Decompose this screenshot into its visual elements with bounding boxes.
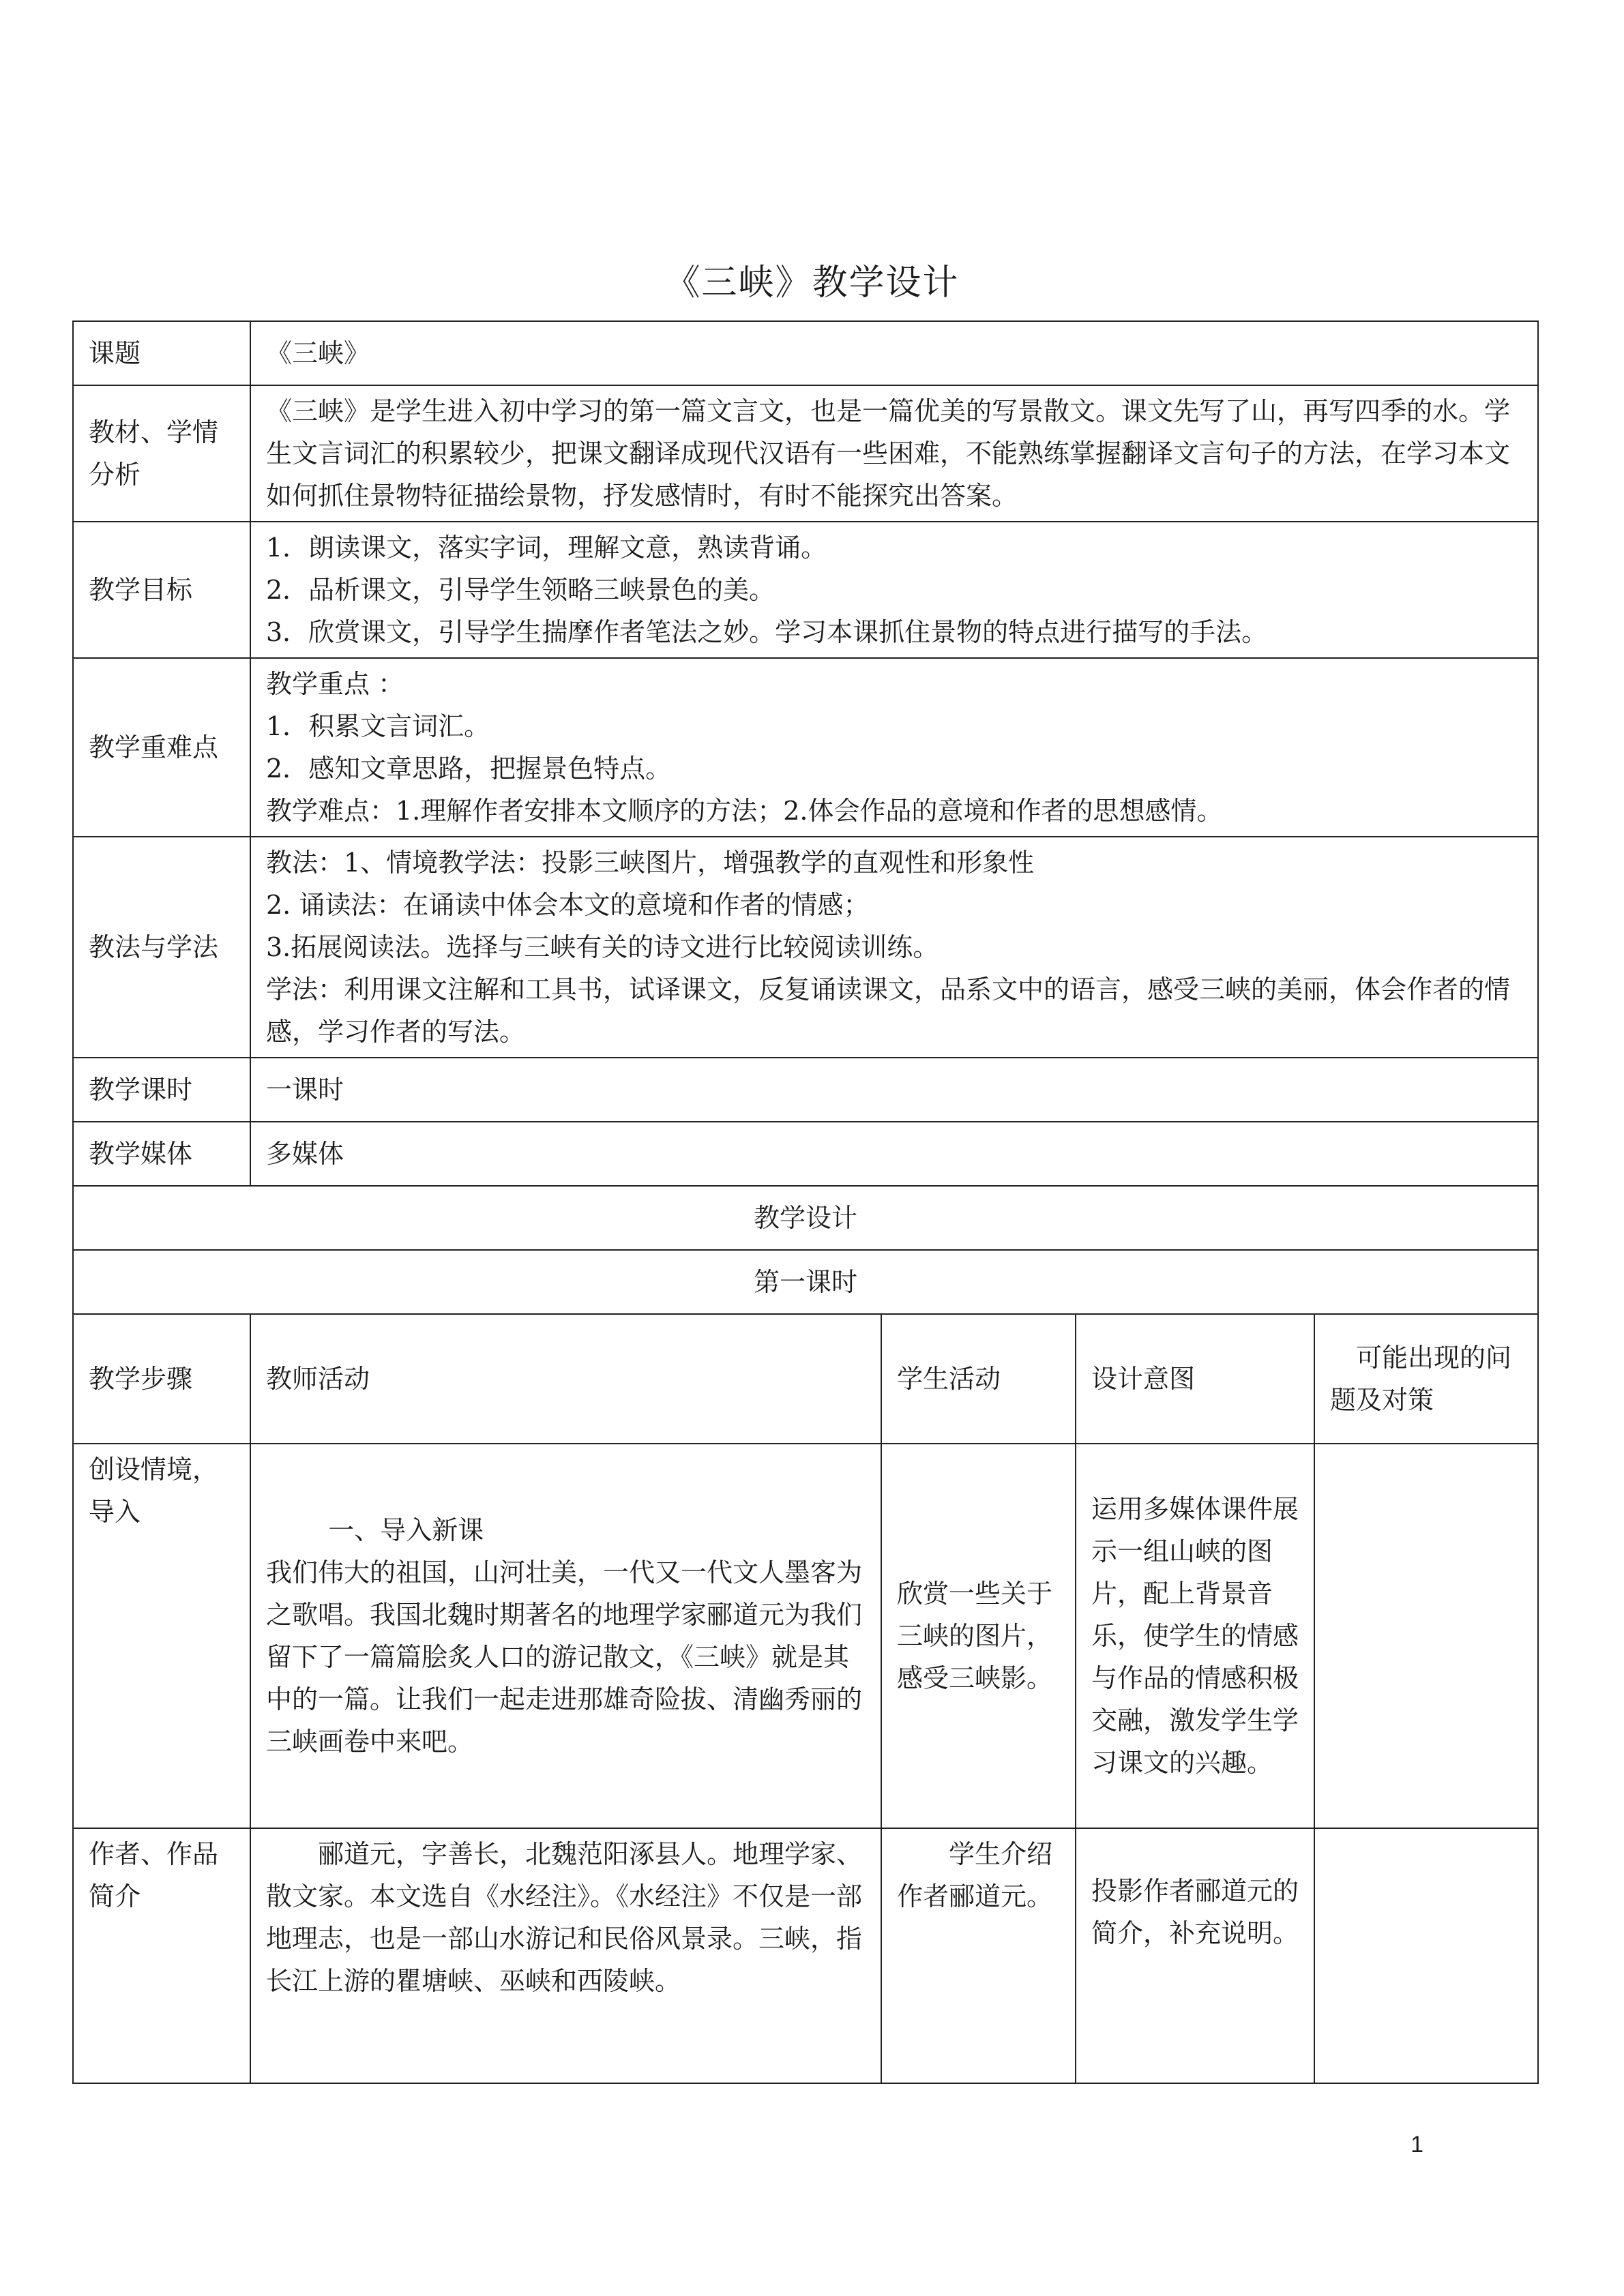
column-header: 教学步骤 bbox=[73, 1314, 250, 1444]
teacher-cell: 郦道元，字善长，北魏范阳涿县人。地理学家、散文家。本文选自《水经注》。《水经注》不仅是一部地理志，也是一部山水游记和民俗风景录。三峡，指长江上游的瞿塘峡、巫峡和西陵峡。 bbox=[250, 1828, 881, 2083]
student-cell: 欣赏一些关于三峡的图片，感受三峡影。 bbox=[881, 1444, 1076, 1828]
row-label: 课题 bbox=[73, 321, 250, 385]
row-label: 教学重难点 bbox=[73, 658, 250, 837]
row-goals bbox=[73, 522, 1538, 658]
intent-cell: 投影作者郦道元的简介，补充说明。 bbox=[1076, 1828, 1314, 2083]
teacher-cell bbox=[250, 1444, 881, 1828]
list-item: 1．积累文言词汇。 bbox=[266, 711, 490, 741]
table-row bbox=[73, 1444, 1538, 1828]
list-item: 2. 诵读法：在诵读中体会本文的意境和作者的情感； bbox=[266, 890, 870, 920]
page-number: 1 bbox=[1411, 2132, 1423, 2158]
list-item: 3．欣赏课文，引导学生揣摩作者笔法之妙。学习本课抓住景物的特点进行描写的手法。 bbox=[266, 617, 1268, 647]
list-item: 教法：1、情境教学法：投影三峡图片，增强教学的直观性和形象性 bbox=[266, 848, 1035, 878]
row-value: 多媒体 bbox=[250, 1122, 1538, 1186]
column-header: 教师活动 bbox=[250, 1314, 881, 1444]
page-title: 《三峡》教学设计 bbox=[664, 263, 960, 303]
step-cell: 创设情境，导入 bbox=[73, 1444, 250, 1828]
row-label: 教学媒体 bbox=[73, 1122, 250, 1186]
table-row bbox=[73, 1828, 1538, 2083]
row-keypoints bbox=[73, 658, 1538, 837]
list-item: 2．品析课文，引导学生领略三峡景色的美。 bbox=[266, 575, 776, 605]
list-item: 1．朗读课文，落实字词，理解文意，熟读背诵。 bbox=[266, 533, 827, 563]
row-label: 教学课时 bbox=[73, 1058, 250, 1122]
row-value bbox=[250, 837, 1538, 1058]
column-header: 设计意图 bbox=[1076, 1314, 1314, 1444]
issues-cell bbox=[1314, 1444, 1538, 1828]
list-item: 教学重点 ： bbox=[266, 669, 404, 699]
row-design-heading bbox=[73, 1186, 1538, 1250]
lesson-heading: 第一课时 bbox=[73, 1250, 1538, 1314]
row-lesson bbox=[73, 1250, 1538, 1314]
row-value: 《三峡》是学生进入初中学习的第一篇文言文，也是一篇优美的写景散文。课文先写了山，再写四季的水。学生文言词汇的积累较少，把课文翻译成现代汉语有一些困难，不能熟练掌握翻译文言句子的方法，在学习本文如何抓住景物特征描绘景物，抒发感情时，有时不能探究出答案。 bbox=[250, 385, 1538, 522]
row-media bbox=[73, 1122, 1538, 1186]
teacher-text: 我们伟大的祖国，山河壮美，一代又一代文人墨客为之歌唱。我国北魏时期著名的地理学家郦道元为我们留下了一篇篇脍炙人口的游记散文，《三峡》就是其中的一篇。让我们一起走进那雄奇险拔、清幽秀丽的三峡画卷中来吧。 bbox=[266, 1557, 863, 1757]
row-label: 教法与学法 bbox=[73, 837, 250, 1058]
row-value bbox=[250, 522, 1538, 658]
row-value: 一课时 bbox=[250, 1058, 1538, 1122]
lesson-plan-table bbox=[72, 320, 1539, 2084]
row-label: 教学目标 bbox=[73, 522, 250, 658]
row-value: 《三峡》 bbox=[250, 321, 1538, 385]
intent-cell: 运用多媒体课件展示一组山峡的图片，配上背景音乐，使学生的情感与作品的情感积极交融，激发学生学习课文的兴趣。 bbox=[1076, 1444, 1314, 1828]
row-hours bbox=[73, 1058, 1538, 1122]
column-header: 学生活动 bbox=[881, 1314, 1076, 1444]
table-header-row bbox=[73, 1314, 1538, 1444]
row-label: 教材、学情分析 bbox=[73, 385, 250, 522]
list-item: 学法：利用课文注解和工具书，试译课文，反复诵读课文，品系文中的语言，感受三峡的美丽，体会作者的情感，学习作者的写法。 bbox=[266, 974, 1511, 1047]
student-cell: 学生介绍作者郦道元。 bbox=[881, 1828, 1076, 2083]
list-item: 3.拓展阅读法。选择与三峡有关的诗文进行比较阅读训练。 bbox=[266, 932, 939, 962]
row-analysis bbox=[73, 385, 1538, 522]
issues-cell bbox=[1314, 1828, 1538, 2083]
row-methods bbox=[73, 837, 1538, 1058]
row-value bbox=[250, 658, 1538, 837]
section-heading: 教学设计 bbox=[73, 1186, 1538, 1250]
step-cell: 作者、作品简介 bbox=[73, 1828, 250, 2083]
teacher-heading: 一、导入新课 bbox=[328, 1515, 484, 1545]
list-item: 教学难点：1.理解作者安排本文顺序的方法；2.体会作品的意境和作者的思想感情。 bbox=[266, 796, 1223, 826]
row-topic bbox=[73, 321, 1538, 385]
list-item: 2．感知文章思路，把握景色特点。 bbox=[266, 754, 672, 784]
column-header: 可能出现的问题及对策 bbox=[1314, 1314, 1538, 1444]
